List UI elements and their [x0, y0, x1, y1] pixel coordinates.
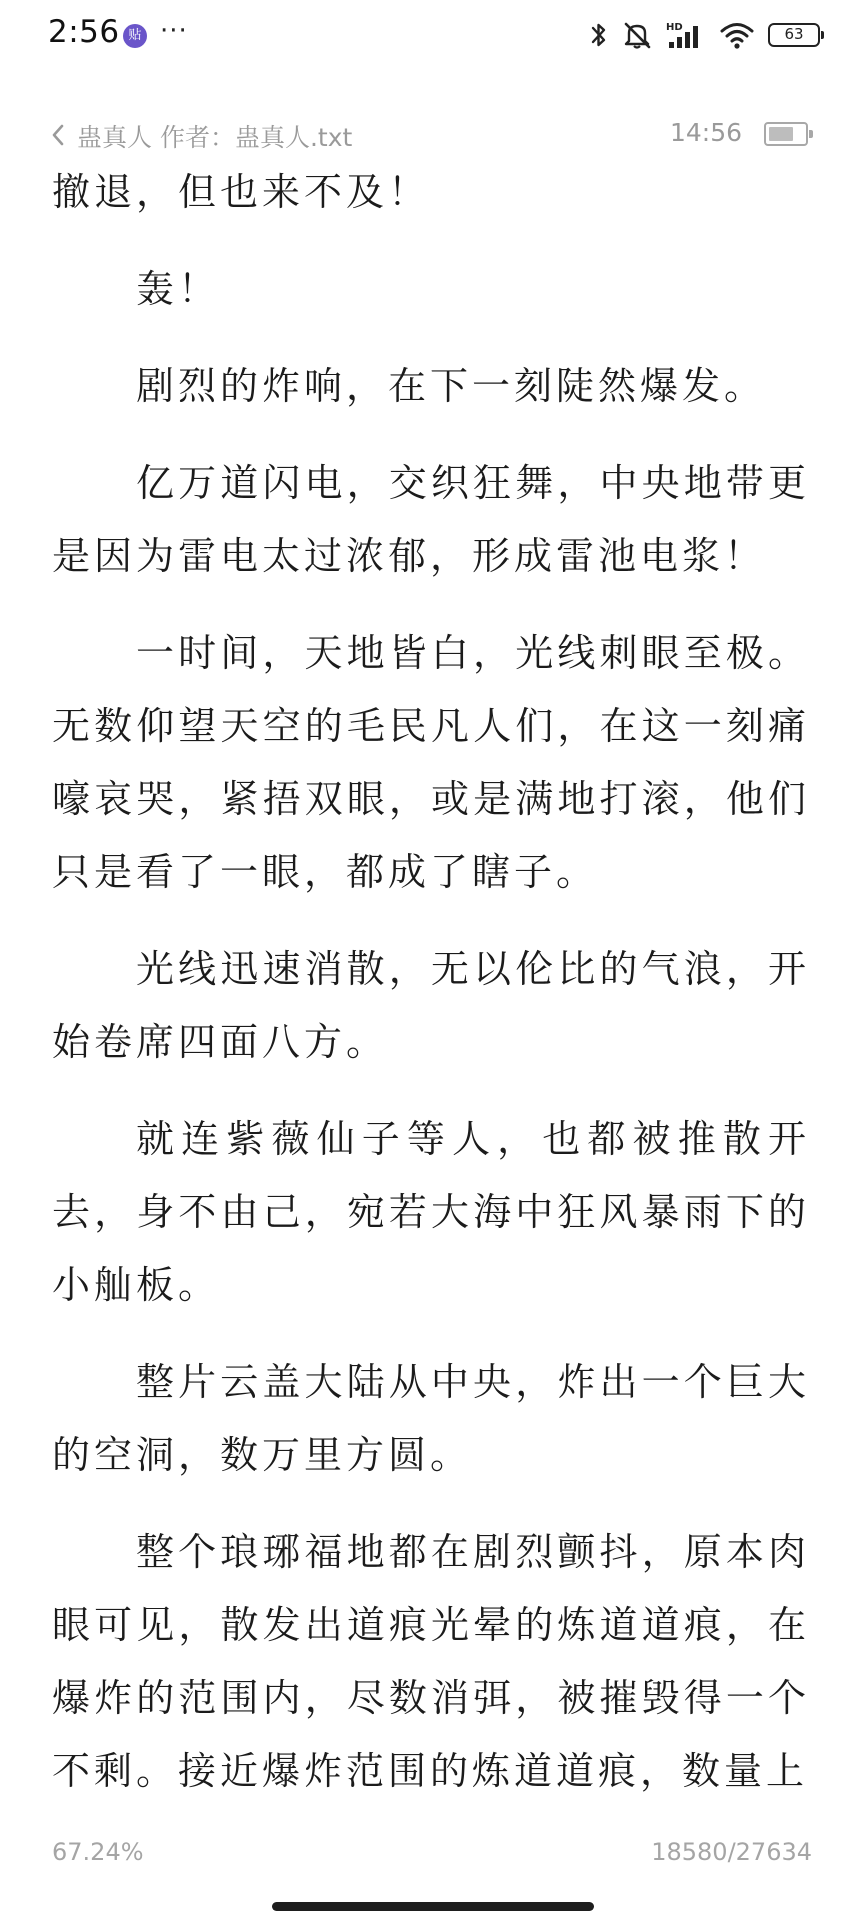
book-title[interactable]: 蛊真人 作者：蛊真人.txt	[77, 123, 353, 152]
reader-header	[0, 110, 864, 160]
more-notifications-indicator: ···	[160, 16, 188, 46]
svg-text:HD: HD	[666, 22, 683, 33]
home-indicator[interactable]	[272, 1902, 594, 1911]
paragraph: 撤退，但也来不及！	[52, 170, 431, 214]
notification-app-icon: 贴	[123, 24, 147, 48]
mute-bell-icon	[622, 20, 652, 50]
paragraph: 一时间，天地皆白，光线刺眼至极。无数仰望天空的毛民凡人们，在这一刻痛嚎哀哭，紧捂双眼，或是满地打滚，他们只是看了一眼，都成了瞎子。	[52, 631, 810, 894]
bluetooth-icon	[590, 21, 608, 49]
paragraph: 轰！	[136, 267, 221, 311]
paragraph: 亿万道闪电，交织狂舞，中央地带更是因为雷电太过浓郁，形成雷池电浆！	[52, 461, 810, 578]
paragraph: 整个琅琊福地都在剧烈颤抖，原本肉眼可见，散发出道痕光晕的炼道道痕，在爆炸的范围内，尽数消弭，被摧毁得一个不剩。接近爆炸范围的炼道道痕，数量上	[52, 1530, 810, 1793]
paragraph: 剧烈的炸响，在下一刻陡然爆发。	[136, 364, 767, 408]
reading-progress-percent: 67.24%	[52, 1838, 144, 1866]
paragraph: 就连紫薇仙子等人，也都被推散开去，身不由己，宛若大海中狂风暴雨下的小舢板。	[52, 1117, 810, 1307]
reader-battery-icon	[764, 122, 808, 146]
status-bar	[0, 0, 864, 70]
reader-content[interactable]	[52, 170, 810, 1832]
page-counter: 18580/27634	[651, 1838, 812, 1866]
battery-icon: 63	[768, 23, 820, 47]
status-time: 2:56	[48, 14, 120, 50]
paragraph: 整片云盖大陆从中央，炸出一个巨大的空洞，数万里方圆。	[52, 1360, 810, 1477]
reader-battery-fill	[769, 127, 793, 141]
back-chevron-icon[interactable]	[48, 122, 68, 148]
paragraph: 光线迅速消散，无以伦比的气浪，开始卷席四面八方。	[52, 947, 810, 1064]
wifi-icon	[720, 21, 754, 49]
status-icons	[590, 18, 820, 52]
reader-clock: 14:56	[669, 118, 742, 147]
reader-footer	[0, 1838, 864, 1874]
hd-signal-icon	[666, 20, 706, 50]
